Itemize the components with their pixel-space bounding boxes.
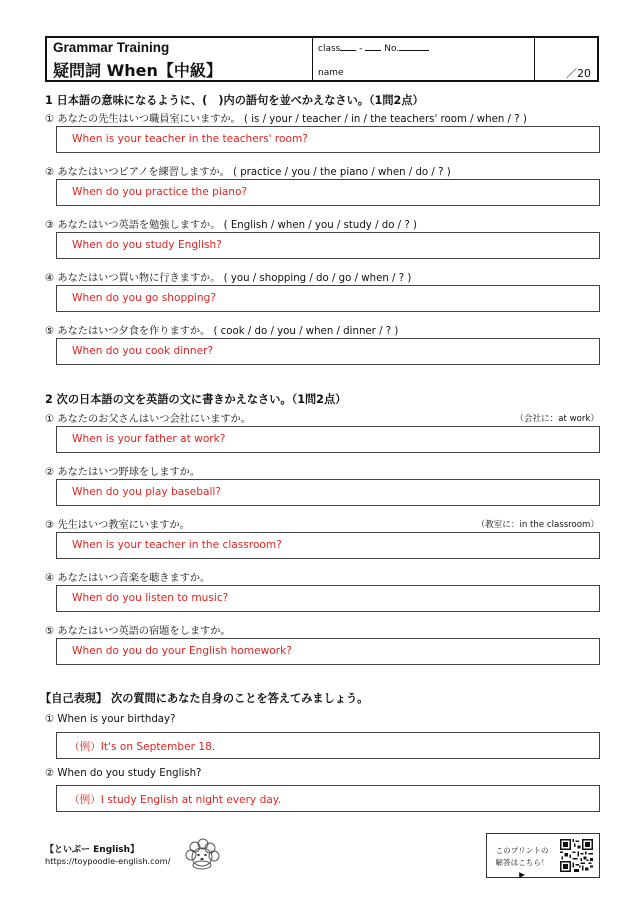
answer-text: （例）I study English at night every day. [69, 794, 281, 806]
answer-link-box[interactable] [486, 833, 600, 878]
section1-heading: 1 日本語の意味になるように、( )内の語句を並べかえなさい。（1問2点） [45, 94, 424, 107]
answer-box[interactable] [56, 732, 600, 759]
brand-name: 【といぷー English】 [45, 845, 140, 855]
answer-box[interactable] [56, 638, 600, 665]
answer-text: When do you cook dinner? [72, 345, 214, 357]
answer-box[interactable] [56, 426, 600, 453]
question-1-5: ⑤ あなたはいつ夕食を作りますか。 ( cook / do / you / when / dinner / ? ) [45, 326, 399, 337]
answer-text: When do you go shopping? [72, 292, 216, 304]
site-link[interactable]: https://toypoodle-english.com/ [45, 856, 171, 866]
question-1-3: ③ あなたはいつ英語を勉強しますか。 ( English / when / you / study / do / ? ) [45, 220, 417, 231]
worksheet-subtitle: Grammar Training [53, 40, 170, 55]
hint-text: （会社に：at work） [515, 414, 599, 424]
section3-heading: 【自己表現】 次の質問にあなた自身のことを答えてみましょう。 [40, 692, 369, 705]
answer-text: When do you listen to music? [72, 592, 229, 604]
question-3-2: ② When do you study English? [45, 768, 202, 779]
question-2-1: ① あなたのお父さんはいつ会社にいますか。 [45, 414, 251, 425]
answer-text: When is your father at work? [72, 433, 226, 445]
class-number-field: class - No. [318, 44, 429, 54]
student-info-cell [312, 38, 535, 80]
answer-box[interactable] [56, 285, 600, 312]
qr-code-icon[interactable] [560, 839, 593, 872]
answer-text: When do you practice the piano? [72, 186, 248, 198]
answer-box[interactable] [56, 126, 600, 153]
answer-box[interactable] [56, 179, 600, 206]
question-2-2: ② あなたはいつ野球をしますか。 [45, 467, 201, 478]
question-1-2: ② あなたはいつピアノを練習しますか。 ( practice / you / the piano / when / do / ? ) [45, 167, 451, 178]
score-cell [534, 38, 597, 80]
answer-box[interactable] [56, 479, 600, 506]
header-table [45, 36, 599, 82]
answer-box[interactable] [56, 785, 600, 812]
answer-box[interactable] [56, 585, 600, 612]
hint-text: （教室に：in the classroom） [476, 520, 599, 530]
answer-link-text: このプリントの 解答はこちら！▶ [495, 846, 549, 879]
question-1-1: ① あなたの先生はいつ職員室にいますか。 ( is / your / teacher / in / the teachers' room / when / ? ) [45, 114, 527, 125]
question-2-4: ④ あなたはいつ音楽を聴きますか。 [45, 573, 211, 584]
answer-box[interactable] [56, 232, 600, 259]
answer-text: When do you play baseball? [72, 486, 221, 498]
question-2-3: ③ 先生はいつ教室にいますか。 [45, 520, 190, 531]
worksheet-title: 疑問詞 When【中級】 [53, 61, 222, 80]
poodle-mascot-icon [183, 838, 221, 870]
answer-text: When do you do your English homework? [72, 645, 292, 657]
name-label: name [318, 68, 344, 78]
answer-text: When is your teacher in the teachers' room? [72, 133, 308, 145]
question-2-5: ⑤ あなたはいつ英語の宿題をしますか。 [45, 626, 231, 637]
score-total: ／20 [566, 67, 591, 80]
section2-heading: 2 次の日本語の文を英語の文に書きかえなさい。（1問2点） [45, 393, 347, 406]
answer-box[interactable] [56, 532, 600, 559]
question-3-1: ① When is your birthday? [45, 714, 176, 725]
title-cell [47, 38, 313, 80]
answer-text: When is your teacher in the classroom? [72, 539, 282, 551]
answer-text: （例）It's on September 18. [69, 741, 216, 753]
answer-text: When do you study English? [72, 239, 222, 251]
answer-box[interactable] [56, 338, 600, 365]
question-1-4: ④ あなたはいつ買い物に行きますか。 ( you / shopping / do / go / when / ? ) [45, 273, 412, 284]
